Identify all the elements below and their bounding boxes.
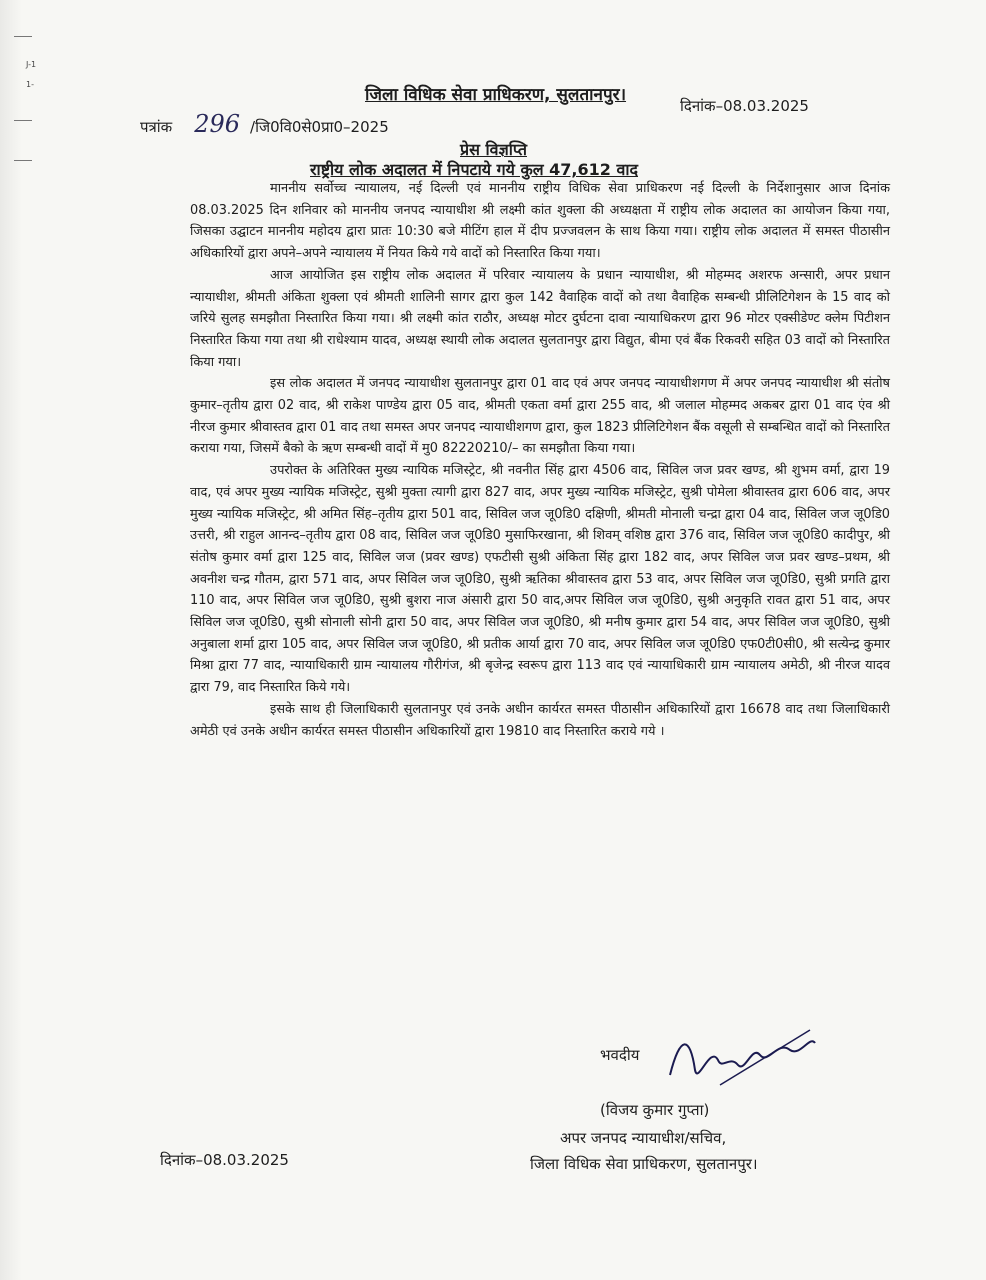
paragraph: माननीय सर्वोच्च न्यायालय, नई दिल्ली एवं माननीय राष्ट्रीय विधिक सेवा प्राधिकरण नई दिल्ली के निर्देशानुसार आज दिनांक 08.03.2025 दिन शनिवार को माननीय जनपद न्यायाधीश श्री लक्ष्मी कांत शुक्ला की अध्यक्षता में राष्ट्रीय लोक अदालत का आयोजन किया गया, जिसका उद्घाटन माननीय महोदय द्वारा प्रातः 10:30 बजे मीटिंग हाल में दीप प्रज्जवलन के साथ किया गया। राष्ट्रीय लोक अदालत में समस्त पीठासीन अधिकारियों द्वारा अपने–अपने न्यायालय में नियत किये गये वादों को निस्तारित किया गया।	[190, 181, 890, 262]
footer-date: दिनांक–08.03.2025	[160, 1151, 289, 1169]
letter-date: दिनांक–08.03.2025	[680, 97, 809, 115]
press-release-heading: प्रेस विज्ञप्ति	[460, 140, 527, 159]
paragraph: आज आयोजित इस राष्ट्रीय लोक अदालत में परिवार न्यायालय के प्रधान न्यायाधीश, श्री मोहम्मद अशरफ अन्सारी, अपर प्रधान न्यायाधीश, श्रीमती अंकिता शुक्ला एवं श्रीमती शालिनी सागर द्वारा कुल 142 वैवाहिक वादों को तथा वैवाहिक सम्बन्धी प्रीलिटिगेशन के 15 वाद को जरिये सुलह समझौता निस्तारित किया गया। श्री लक्ष्मी कांत राठौर, अध्यक्ष मोटर दुर्घटना दावा न्यायाधिकरण द्वारा 96 मोटर एक्सीडेण्ट क्लेम पिटीशन निस्तारित किया गया तथा श्री राधेश्याम यादव, अध्यक्ष स्थायी लोक अदालत सुलतानपुर द्वारा विद्युत, बीमा एवं बैंक रिकवरी सहित 03 वादों को निस्तारित किया गया।	[190, 267, 890, 370]
reference-number: 296	[194, 110, 241, 138]
margin-rule	[14, 160, 32, 161]
signer-office: जिला विधिक सेवा प्राधिकरण, सुलतानपुर।	[530, 1155, 758, 1173]
paragraph: उपरोक्त के अतिरिक्त मुख्य न्यायिक मजिस्ट्रेट, श्री नवनीत सिंह द्वारा 4506 वाद, सिविल जज प्रवर खण्ड, श्री शुभम वर्मा, द्वारा 19 वाद, एवं अपर मुख्य न्यायिक मजिस्ट्रेट, सुश्री मुक्ता त्यागी द्वारा 827 वाद, अपर मुख्य न्यायिक मजिस्ट्रेट, सुश्री पोमेला श्रीवास्तव द्वारा 606 वाद, अपर मुख्य न्यायिक मजिस्ट्रेट, श्री अमित सिंह–तृतीय द्वारा 501 वाद, सिविल जज जू0डि0 दक्षिणी, श्रीमती मोनाली चन्द्रा द्वारा 04 वाद, सिविल जज जू0डि0 उत्तरी, श्री राहुल आनन्द–तृतीय द्वारा 08 वाद, सिविल जज जू0डि0 मुसाफिरखाना, श्री शिवम् वशिष्ठ द्वारा 376 वाद, सिविल जज जू0डि0 कादीपुर, श्री संतोष कुमार वर्मा द्वारा 125 वाद, सिविल जज (प्रवर खण्ड) एफटीसी सुश्री अंकिता सिंह द्वारा 182 वाद, अपर सिविल जज प्रवर खण्ड–प्रथम, श्री अवनीश चन्द्र गौतम, द्वारा 571 वाद, अपर सिविल जज जू0डि0, सुश्री ऋतिका श्रीवास्तव द्वारा 53 वाद, अपर सिविल जज जू0डि0, सुश्री प्रगति द्वारा 110 वाद, अपर सिविल जज जू0डि0, सुश्री बुशरा नाज अंसारी द्वारा 50 वाद,अपर सिविल जज जू0डि0, सुश्री अनुकृति रावत द्वारा 51 वाद, अपर सिविल जज जू0डि0, सुश्री सोनाली सोनी द्वारा 50 वाद, अपर सिविल जज जू0डि0, श्री मनीष कुमार द्वारा 54 वाद, अपर सिविल जज जू0डि0, सुश्री अनुबाला शर्मा द्वारा 105 वाद, अपर सिविल जज जू0डि0, श्री प्रतीक आर्या द्वारा 70 वाद, अपर सिविल जज जू0डि0 एफ0टी0सी0, श्री सत्येन्द्र कुमार मिश्रा द्वारा 77 वाद, न्यायाधिकारी ग्राम न्यायालय गौरीगंज, श्री बृजेन्द्र स्वरूप द्वारा 113 वाद एवं न्यायाधिकारी ग्राम न्यायालय अमेठी, श्री नीरज यादव द्वारा 79, वाद निस्तारित किये गये।	[190, 463, 890, 696]
handwritten-signature	[660, 1015, 820, 1105]
margin-rule	[14, 120, 32, 121]
reference-label: पत्रांक	[140, 118, 173, 136]
paragraph: इसके साथ ही जिलाधिकारी सुलतानपुर एवं उनके अधीन कार्यरत समस्त पीठासीन अधिकारियों द्वारा 16678 वाद तथा जिलाधिकारी अमेठी एवं उनके अधीन कार्यरत समस्त पीठासीन अधिकारियों द्वारा 19810 वाद निस्तारित कराये गये ।	[190, 701, 890, 739]
signer-name: (विजय कुमार गुप्ता)	[600, 1101, 710, 1119]
paragraph: इस लोक अदालत में जनपद न्यायाधीश सुलतानपुर द्वारा 01 वाद एवं अपर जनपद न्यायाधीशगण में अपर जनपद न्यायाधीश श्री संतोष कुमार–तृतीय द्वारा 02 वाद, श्री राकेश पाण्डेय द्वारा 05 वाद, श्रीमती एकता वर्मा द्वारा 255 वाद, श्री जलाल मोहम्मद अकबर द्वारा 01 वाद एंव श्री नीरज कुमार श्रीवास्तव द्वारा 01 वाद तथा समस्त अपर जनपद न्यायाधीशगण द्वारा, कुल 1823 प्रीलिटिगेशन बैंक वसूली से सम्बन्धित वादों को निस्तारित कराया गया, जिसमें बैको के ऋण सम्बन्धी वादों में मु0 82220210/– का समझौता किया गया।	[190, 376, 890, 457]
closing-salutation: भवदीय	[600, 1046, 640, 1064]
page-scan-edge	[0, 0, 22, 1280]
margin-mark: 1-	[26, 80, 34, 89]
signer-designation: अपर जनपद न्यायाधीश/सचिव,	[560, 1129, 727, 1147]
letter-body	[190, 178, 890, 742]
margin-mark: J-1	[26, 60, 37, 69]
letter-title: राष्ट्रीय लोक अदालत में निपटाये गये कुल 47,612 वाद	[310, 160, 639, 179]
reference-suffix: /जि0वि0से0प्रा0–2025	[250, 118, 389, 136]
authority-name: जिला विधिक सेवा प्राधिकरण, सुलतानपुर।	[365, 85, 627, 105]
reference-line	[140, 110, 389, 138]
margin-rule	[14, 36, 32, 37]
